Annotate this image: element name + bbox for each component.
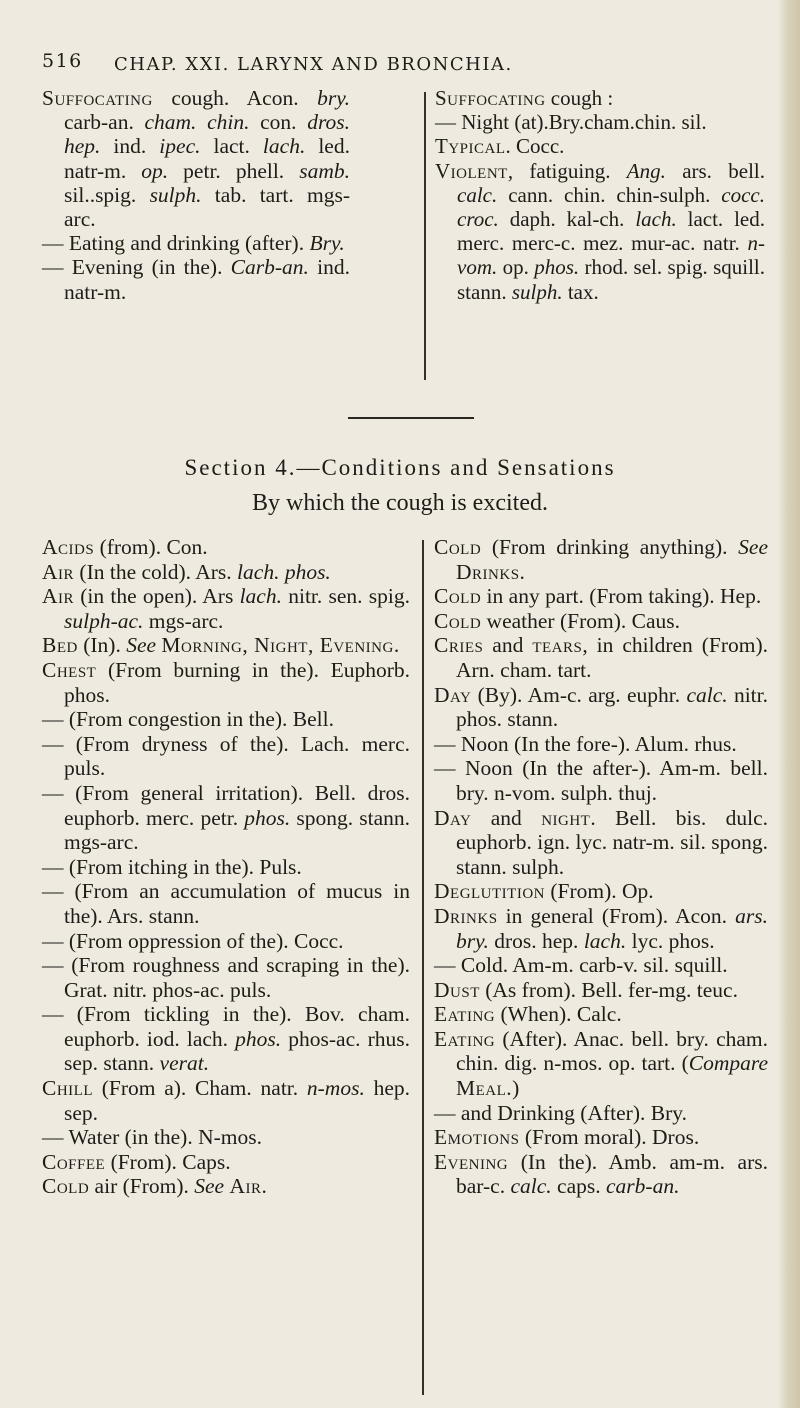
entry-text: Evening (434, 1149, 509, 1174)
entry-text: cough. Acon. (152, 86, 318, 110)
entry-text: (From). Caps. (105, 1149, 231, 1174)
index-entry (434, 1101, 768, 1126)
index-entry (434, 806, 768, 880)
entry-text: (from). Con. (94, 535, 208, 559)
entry-text: ) (512, 1076, 520, 1101)
index-entry (434, 535, 768, 584)
entry-text: (In the). Amb. am-m. ars. bar-c. (456, 1149, 768, 1199)
entry-text: — Night (at).Bry.cham.chin. sil. (435, 110, 707, 135)
entry-text: — Cold. Am-m. carb-v. sil. squill. (434, 953, 728, 978)
entry-text: tears (532, 633, 583, 658)
entry-text: Cold (42, 1174, 90, 1199)
entry-text: Ang. (626, 158, 666, 183)
entry-text: Cries (434, 633, 484, 658)
entry-text: lyc. phos. (626, 928, 715, 953)
entry-text: samb. (299, 158, 350, 183)
entry-text: cough : (545, 86, 614, 110)
entry-text: carb-an. (64, 110, 145, 135)
entry-text: ipec. (159, 134, 201, 159)
index-entry (435, 86, 765, 110)
entry-text: Air (42, 559, 75, 584)
index-entry (42, 707, 410, 732)
entry-text: — (From an accumulation of mucus in the). Ars. stann. (42, 879, 410, 928)
bottom-right-column (434, 535, 768, 1199)
entry-text: (In). (77, 633, 127, 658)
entry-text: Deglutition (434, 879, 545, 904)
entry-text: Cold (434, 535, 482, 559)
entry-text: (In the cold). Ars. (74, 559, 238, 584)
entry-text: Air (42, 584, 75, 609)
section-title: Section 4.—Conditions and Sensations (184, 455, 616, 480)
entry-text: See (738, 535, 768, 559)
entry-text: dros. hep. (64, 110, 350, 159)
index-entry (435, 110, 765, 134)
entry-text: Compare (688, 1051, 768, 1076)
entry-text: — Water (in the). N-mos. (42, 1125, 262, 1150)
entry-text: Drinks. (456, 559, 526, 584)
index-entry (42, 255, 350, 303)
entry-text: Drinks (434, 903, 498, 928)
index-entry (42, 560, 410, 585)
entry-text: Eating (434, 1026, 496, 1051)
entry-text: Meal. (456, 1076, 513, 1101)
entry-text: ars. bell. (665, 158, 765, 183)
entry-text: — (From dryness of the). Lach. merc. puls. (42, 731, 410, 781)
entry-text: and (483, 633, 533, 658)
entry-text: mgs-arc. (143, 608, 224, 633)
entry-text: (After). Anac. bell. bry. cham. chin. dig. n-mos. op. tart. ( (456, 1026, 768, 1076)
running-title: CHAP. XXI. LARYNX AND BRONCHIA. (114, 54, 513, 75)
entry-text: — (From oppression of the). Cocc. (42, 928, 344, 953)
top-right-column (435, 86, 765, 304)
entry-text: lach. phos. (237, 559, 331, 584)
entry-text: calc. (510, 1174, 552, 1199)
index-entry (42, 86, 350, 231)
entry-text: bry. (317, 86, 350, 110)
entry-text: nitr. sen. spig. (281, 584, 411, 609)
entry-text: lach. (583, 928, 627, 953)
entry-text: See (126, 633, 157, 658)
page-edge-shadow (778, 0, 800, 1408)
entry-text: Suffocating (435, 86, 546, 110)
entry-text: (From a). Cham. natr. (93, 1076, 307, 1101)
index-entry (434, 879, 768, 904)
index-entry (434, 683, 768, 732)
entry-text: . Bell. bis. dulc. euphorb. ign. lyc. natr-m. sil. spong. stann. sulph. (456, 805, 768, 879)
entry-text: phos. (235, 1026, 282, 1051)
entry-text: calc. (686, 682, 728, 707)
entry-text: Suffocating (42, 86, 153, 110)
entry-text: lach. (239, 584, 282, 609)
index-entry (435, 159, 765, 304)
bottom-left-column (42, 535, 410, 1199)
entry-text: (From drinking anything). (481, 535, 739, 559)
entry-text: Bed (42, 633, 78, 658)
entry-text: Bry. (309, 231, 345, 256)
index-entry (42, 879, 410, 928)
index-entry (434, 904, 768, 953)
index-entry (42, 1125, 410, 1150)
entry-text: — Noon (In the after-). Am-m. bell. bry. n-vom. sulph. thuj. (434, 756, 768, 805)
index-entry (434, 584, 768, 609)
entry-text: phos. (534, 255, 580, 280)
entry-text: (From moral). Dros. (519, 1125, 700, 1150)
entry-text: cham. chin. (144, 110, 250, 135)
index-entry (42, 855, 410, 880)
index-entry (434, 732, 768, 757)
column-divider-top (424, 92, 426, 380)
entry-text: — (From general irritation). Bell. dros. euphorb. merc. petr. (42, 780, 410, 830)
entry-text: phos. (244, 805, 291, 830)
entry-text: Day (434, 682, 472, 707)
entry-text: . Cocc. (505, 134, 565, 159)
entry-text: (From burning in the). Euphorb. phos. (64, 657, 410, 707)
entry-text: hep. sep. (64, 1076, 410, 1125)
entry-text: op. (141, 158, 169, 183)
entry-text: ars. bry. (456, 903, 768, 953)
entry-text: — (From congestion in the). Bell. (42, 707, 335, 732)
entry-text: Air. (229, 1174, 268, 1199)
entry-text: — Eating and drinking (after). (42, 231, 310, 256)
entry-text: Acids (42, 535, 95, 559)
index-entry (42, 732, 410, 781)
entry-text: n-mos. (306, 1076, 365, 1101)
entry-text: lach. (635, 207, 677, 232)
entry-text: Chest (42, 657, 97, 682)
entry-text: tab. tart. mgs-arc. (64, 182, 351, 232)
index-entry (434, 953, 768, 978)
entry-text: sulph-ac. (64, 608, 144, 633)
entry-text: , fatiguing. (507, 158, 627, 183)
entry-text: sil..spig. (64, 182, 150, 207)
entry-text: phos-ac. rhus. sep. stann. (64, 1026, 410, 1076)
entry-text: Coffee (42, 1149, 106, 1174)
index-entry (434, 756, 768, 805)
entry-text: daph. kal-ch. (498, 207, 636, 232)
entry-text: air (From). (89, 1174, 195, 1199)
entry-text: and (471, 805, 542, 830)
entry-text: Eating (434, 1002, 496, 1027)
entry-text: lact. (200, 134, 263, 159)
index-entry (434, 1125, 768, 1150)
entry-text: Day (434, 805, 472, 830)
entry-text: cann. chin. chin-sulph. (497, 182, 722, 207)
entry-text: (By). Am-c. arg. euphr. (471, 682, 687, 707)
index-entry (434, 609, 768, 634)
entry-text: Morning, Night, Evening. (161, 633, 400, 658)
entry-text: dros. hep. (488, 928, 584, 953)
entry-text: — (From itching in the). Puls. (42, 854, 302, 879)
entry-text: led. natr-m. (64, 134, 350, 183)
index-entry (42, 584, 410, 633)
entry-text: cocc. croc. (457, 182, 765, 232)
entry-text: Chill (42, 1076, 93, 1101)
column-divider-bottom (422, 540, 424, 1395)
entry-text: rhod. sel. spig. squill. stann. (457, 255, 765, 304)
index-entry (42, 1002, 410, 1076)
entry-text: petr. phell. (168, 158, 300, 183)
entry-text: Violent (435, 158, 508, 183)
index-entry (42, 231, 350, 255)
entry-text: Cold (434, 608, 482, 633)
entry-text: Typical (435, 134, 506, 159)
entry-text: — and Drinking (After). Bry. (434, 1100, 687, 1125)
entry-text: See (194, 1174, 225, 1199)
entry-text: n-vom. (457, 231, 765, 280)
entry-text: — Noon (In the fore-). Alum. rhus. (434, 731, 737, 756)
index-entry (434, 978, 768, 1003)
entry-text: sulph. (149, 182, 202, 207)
entry-text: lact. led. merc. merc-c. mez. mur-ac. natr. (457, 207, 765, 256)
entry-text: Dust (434, 977, 480, 1002)
entry-text: , in children (From). Arn. cham. tart. (456, 633, 769, 682)
entry-text: lach. (262, 134, 306, 159)
section-rule (348, 417, 474, 419)
entry-text: ind. natr-m. (64, 255, 350, 304)
entry-text: op. (497, 255, 535, 280)
index-entry (435, 134, 765, 158)
index-entry (42, 953, 410, 1002)
entry-text: calc. (457, 182, 498, 207)
index-entry (42, 1174, 410, 1199)
entry-text: carb-an. (606, 1174, 680, 1199)
entry-text: (As from). Bell. fer-mg. teuc. (479, 977, 738, 1002)
index-entry (42, 781, 410, 855)
entry-text: — (From roughness and scraping in the). Grat. nitr. phos-ac. puls. (42, 953, 410, 1002)
index-entry (42, 535, 410, 560)
entry-text: (From). Op. (545, 879, 654, 904)
entry-text: verat. (159, 1051, 210, 1076)
entry-text: in any part. (From taking). Hep. (481, 584, 762, 609)
entry-text: caps. (551, 1174, 606, 1199)
entry-text: Emotions (434, 1125, 520, 1150)
entry-text: weather (From). Caus. (481, 608, 680, 633)
index-entry (42, 929, 410, 954)
entry-text: in general (From). Acon. (497, 903, 736, 928)
index-entry (42, 1150, 410, 1175)
entry-text: sulph. (511, 279, 563, 304)
index-entry (434, 1150, 768, 1199)
entry-text: night (541, 805, 591, 830)
entry-text: Cold (434, 584, 482, 609)
index-entry (42, 1076, 410, 1125)
index-entry (434, 1027, 768, 1101)
entry-text: con. (249, 110, 308, 135)
entry-text: Carb-an. (230, 255, 309, 280)
entry-text: ind. (100, 134, 160, 159)
entry-text: — Evening (in the). (42, 255, 231, 280)
entry-text: (When). Calc. (495, 1002, 622, 1027)
index-entry (42, 633, 410, 658)
index-entry (42, 658, 410, 707)
index-entry (434, 633, 768, 682)
index-entry (434, 1002, 768, 1027)
entry-text: — (From tickling in the). Bov. cham. euphorb. iod. lach. (42, 1002, 410, 1051)
entry-text: tax. (562, 279, 599, 304)
entry-text: spong. stann. mgs-arc. (64, 805, 410, 855)
section-subtitle: By which the cough is excited. (252, 490, 548, 516)
entry-text: (in the open). Ars (74, 584, 240, 609)
top-left-column (42, 86, 350, 304)
entry-text: nitr. phos. stann. (456, 682, 768, 732)
page-number: 516 (42, 50, 83, 72)
